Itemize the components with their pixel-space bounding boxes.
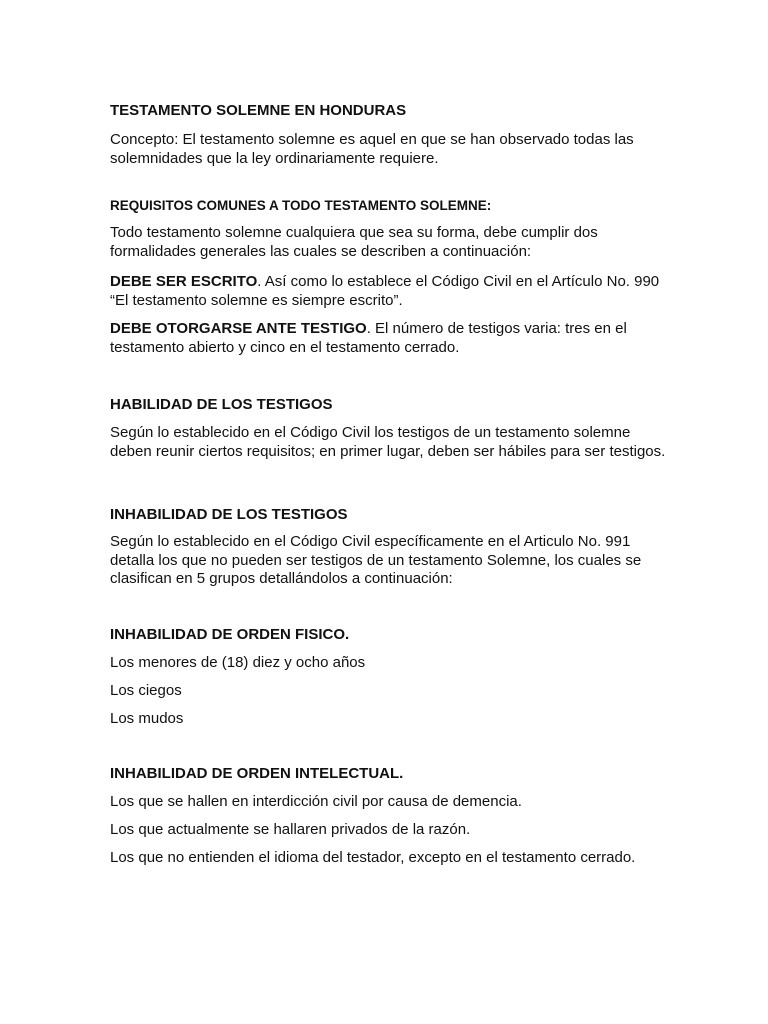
inhabilidad-paragraph: Según lo establecido en el Código Civil específicamente en el Articulo No. 991 detalla los que no pueden ser testigos de un testamento Solemne, los cuales se clasifican en 5 grupos detallándolos a continuación: <box>110 533 642 587</box>
requisitos-intro-paragraph: Todo testamento solemne cualquiera que sea su forma, debe cumplir dos formalidades generales las cuales se describen a continuación: <box>110 224 598 260</box>
intelectual-heading: INHABILIDAD DE ORDEN INTELECTUAL. <box>110 765 404 782</box>
requisito-testigo-paragraph <box>110 320 670 357</box>
list-item: Los ciegos <box>110 682 182 699</box>
requisito-testigo-label: DEBE OTORGARSE ANTE TESTIGO <box>110 320 367 337</box>
requisitos-heading: REQUISITOS COMUNES A TODO TESTAMENTO SOLEMNE: <box>110 198 492 213</box>
list-item: Los que se hallen en interdicción civil por causa de demencia. <box>110 793 522 810</box>
list-item: Los menores de (18) diez y ocho años <box>110 654 366 671</box>
list-item: Los que actualmente se hallaren privados de la razón. <box>110 821 471 838</box>
requisito-escrito-text: . Así como lo establece el Código Civil en el Artículo No. 990 “El testamento solemne es siempre escrito”. <box>110 273 660 309</box>
fisico-heading: INHABILIDAD DE ORDEN FISICO. <box>110 626 350 643</box>
requisito-escrito-label: DEBE SER ESCRITO <box>110 273 258 290</box>
habilidad-paragraph: Según lo establecido en el Código Civil los testigos de un testamento solemne deben reunir ciertos requisitos; en primer lugar, deben ser hábiles para ser testigos. <box>110 424 666 460</box>
list-item: Los mudos <box>110 710 184 727</box>
requisito-escrito-paragraph <box>110 273 670 310</box>
requisito-testigo-text: . El número de testigos varia: tres en el testamento abierto y cinco en el testamento cerrado. <box>110 320 627 356</box>
list-item: Los que no entienden el idioma del testador, excepto en el testamento cerrado. <box>110 849 636 866</box>
inhabilidad-heading: INHABILIDAD DE LOS TESTIGOS <box>110 506 348 523</box>
concepto-paragraph: Concepto: El testamento solemne es aquel en que se han observado todas las solemnidades que la ley ordinariamente requiere. <box>110 131 634 167</box>
document-title: TESTAMENTO SOLEMNE EN HONDURAS <box>110 102 407 119</box>
habilidad-heading: HABILIDAD DE LOS TESTIGOS <box>110 396 333 413</box>
